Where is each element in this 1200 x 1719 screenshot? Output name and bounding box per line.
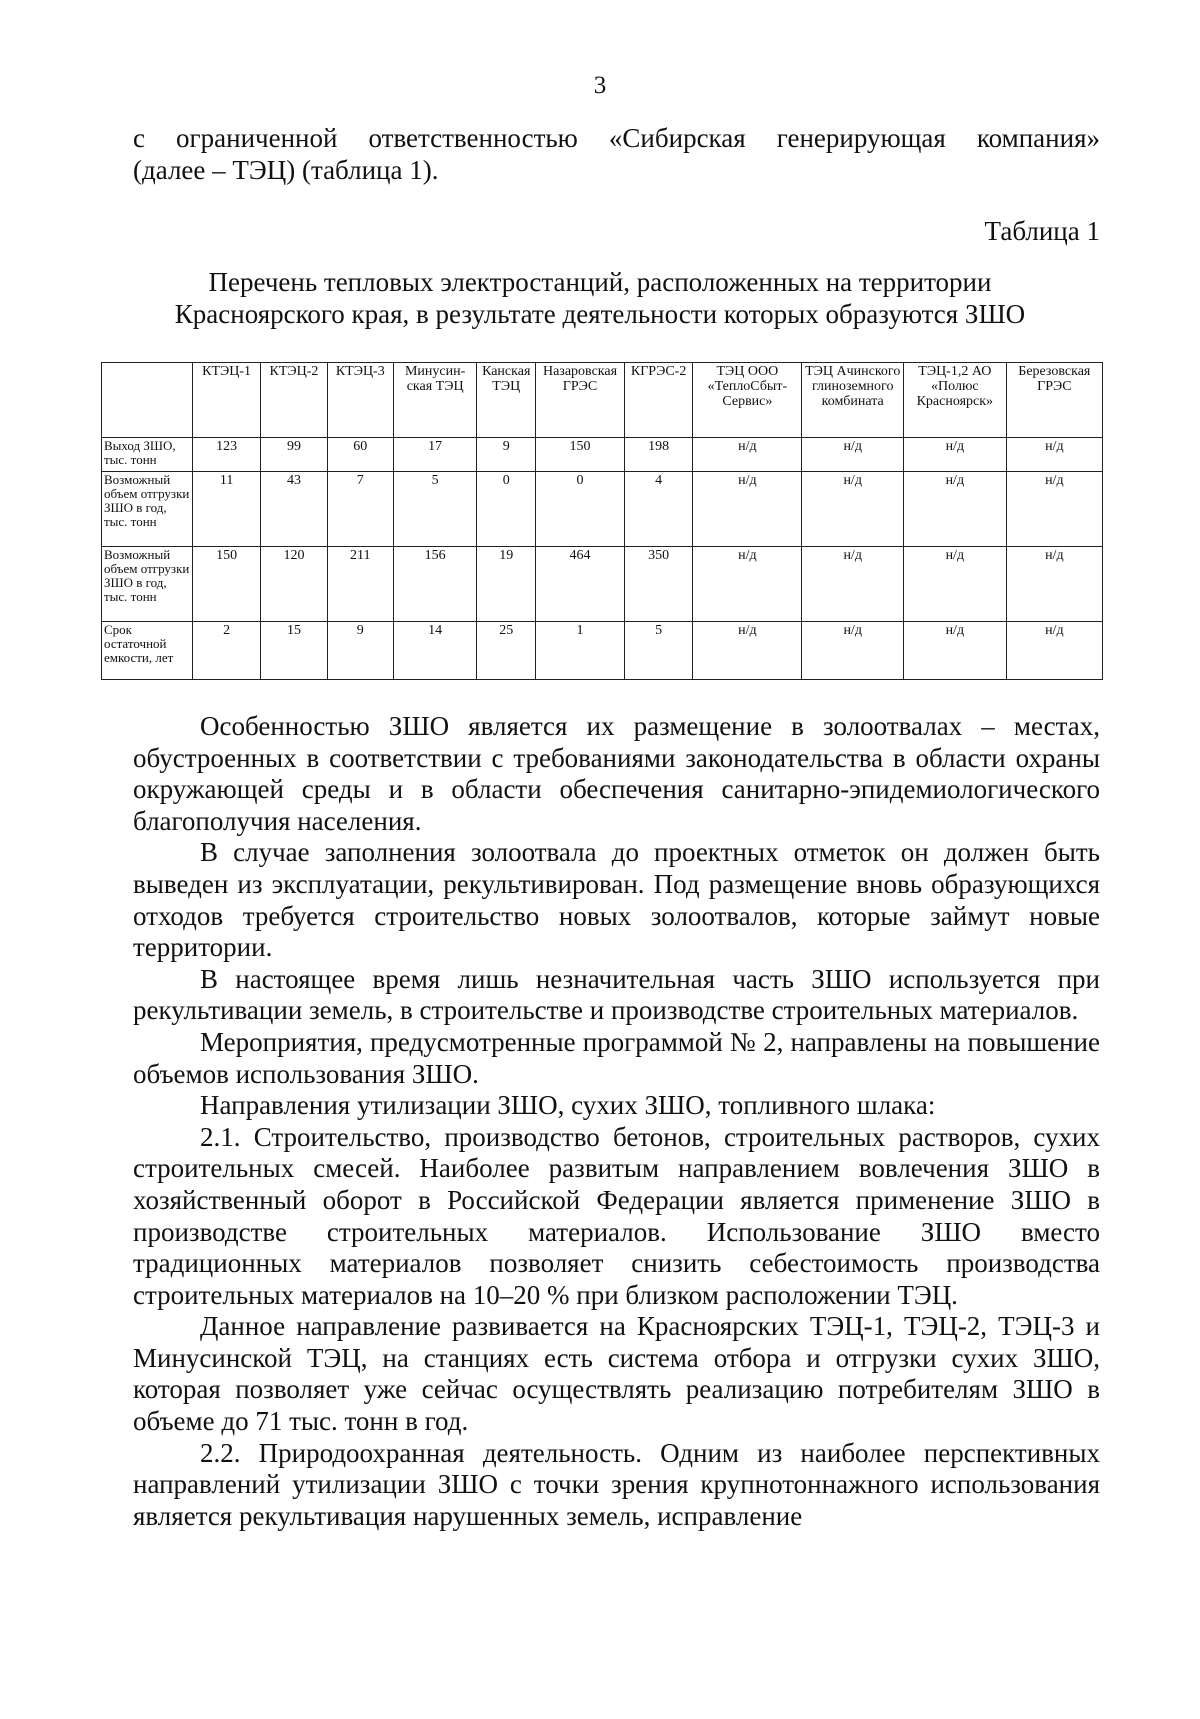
table-cell: 14	[393, 622, 476, 680]
table-cell: 99	[261, 438, 327, 472]
table-cell: 211	[327, 547, 393, 622]
table-cell: 2	[192, 622, 260, 680]
table-cell: 464	[536, 547, 625, 622]
column-header: ТЭЦ ООО «ТеплоСбыт-Сервис»	[693, 363, 802, 438]
table-cell: н/д	[1006, 472, 1102, 547]
table-cell: 15	[261, 622, 327, 680]
table-corner-cell	[102, 363, 193, 438]
table-cell: 5	[624, 622, 692, 680]
power-plants-table	[101, 362, 1103, 680]
table-cell: н/д	[802, 622, 904, 680]
table-cell: 150	[536, 438, 625, 472]
table-title-line-2: Красноярского края, в результате деятельности которых образуются ЗШО	[174, 299, 1026, 329]
paragraph: Мероприятия, предусмотренные программой № 2, направлены на повышение объемов использования ЗШО.	[133, 1026, 1100, 1089]
row-label: Выход ЗШО, тыс. тонн	[102, 438, 193, 472]
table-cell: н/д	[802, 547, 904, 622]
table-label: Таблица 1	[984, 216, 1100, 246]
paragraph: 2.1. Строительство, производство бетонов, строительных растворов, сухих строительных смесей. Наиболее развитым направлением вовлечения ЗШО в хозяйственный оборот в Российской Федерации является применение ЗШО в производстве строительных материалов. Использование ЗШО вместо традиционных материалов позволяет снизить себестоимость производства строительных материалов на 10–20 % при близком расположении ТЭЦ.	[133, 1121, 1100, 1310]
table-cell: 11	[192, 472, 260, 547]
table-row	[102, 472, 1103, 547]
column-header: КТЭЦ-1	[192, 363, 260, 438]
table-row	[102, 547, 1103, 622]
column-header: Назаровская ГРЭС	[536, 363, 625, 438]
table-cell: 120	[261, 547, 327, 622]
column-header: КТЭЦ-3	[327, 363, 393, 438]
table-cell: н/д	[802, 472, 904, 547]
table-cell: н/д	[1006, 622, 1102, 680]
table-cell: 17	[393, 438, 476, 472]
table-cell: н/д	[1006, 547, 1102, 622]
table-cell: 9	[327, 622, 393, 680]
row-label: Срок остаточной емкости, лет	[102, 622, 193, 680]
paragraph: В случае заполнения золоотвала до проектных отметок он должен быть выведен из эксплуатации, рекультивирован. Под размещение вновь образующихся отходов требуется строительство новых золоотвалов, которые займут новые территории.	[133, 837, 1100, 963]
table-cell: н/д	[904, 438, 1007, 472]
table-cell: 7	[327, 472, 393, 547]
table-cell: 4	[624, 472, 692, 547]
table-cell: 0	[536, 472, 625, 547]
paragraph: Данное направление развивается на Красноярских ТЭЦ-1, ТЭЦ-2, ТЭЦ-3 и Минусинской ТЭЦ, на станциях есть система отбора и отгрузки сухих ЗШО, которая позволяет уже сейчас осуществлять реализацию потребителям ЗШО в объеме до 71 тыс. тонн в год.	[133, 1311, 1100, 1437]
row-label: Возможный объем отгрузки ЗШО в год, тыс. тонн	[102, 472, 193, 547]
table-cell: н/д	[693, 622, 802, 680]
table-cell: 150	[192, 547, 260, 622]
table-cell: 1	[536, 622, 625, 680]
row-label: Возможный объем отгрузки ЗШО в год, тыс. тонн	[102, 547, 193, 622]
column-header: КГРЭС-2	[624, 363, 692, 438]
table-cell: 156	[393, 547, 476, 622]
column-header: Березовская ГРЭС	[1006, 363, 1102, 438]
table-title	[0, 266, 1200, 330]
column-header: ТЭЦ Ачинского глиноземного комбината	[802, 363, 904, 438]
column-header: Минусин-ская ТЭЦ	[393, 363, 476, 438]
table-cell: 0	[477, 472, 536, 547]
intro-line-1: с ограниченной ответственностью «Сибирская генерирующая компания»	[133, 123, 1100, 153]
body-text	[133, 711, 1100, 1532]
table-cell: 60	[327, 438, 393, 472]
table-cell: н/д	[904, 622, 1007, 680]
table-cell: н/д	[693, 438, 802, 472]
table-cell: н/д	[904, 547, 1007, 622]
table-cell: 9	[477, 438, 536, 472]
table-cell: н/д	[802, 438, 904, 472]
table-header-row	[102, 363, 1103, 438]
table-cell: 43	[261, 472, 327, 547]
column-header: Канская ТЭЦ	[477, 363, 536, 438]
table-row	[102, 438, 1103, 472]
table-row	[102, 622, 1103, 680]
column-header: КТЭЦ-2	[261, 363, 327, 438]
paragraph: Направления утилизации ЗШО, сухих ЗШО, топливного шлака:	[200, 1090, 936, 1121]
page-number: 3	[593, 72, 607, 99]
column-header: ТЭЦ-1,2 АО «Полюс Красноярск»	[904, 363, 1007, 438]
table-cell: 198	[624, 438, 692, 472]
paragraph: В настоящее время лишь незначительная часть ЗШО используется при рекультивации земель, в строительстве и производстве строительных материалов.	[133, 963, 1100, 1026]
intro-line-2: (далее – ТЭЦ) (таблица 1).	[133, 155, 439, 185]
table-cell: 19	[477, 547, 536, 622]
table-cell: н/д	[1006, 438, 1102, 472]
table-cell: 350	[624, 547, 692, 622]
table-title-line-1: Перечень тепловых электростанций, расположенных на территории	[208, 267, 992, 297]
table-cell: 5	[393, 472, 476, 547]
table-cell: н/д	[693, 472, 802, 547]
table-cell: н/д	[904, 472, 1007, 547]
table-cell: 25	[477, 622, 536, 680]
paragraph: 2.2. Природоохранная деятельность. Одним из наиболее перспективных направлений утилизации ЗШО с точки зрения крупнотоннажного использования является рекультивация нарушенных земель, исправление	[133, 1437, 1100, 1531]
table-cell: н/д	[693, 547, 802, 622]
table-cell: 123	[192, 438, 260, 472]
paragraph: Особенностью ЗШО является их размещение в золоотвалах – местах, обустроенных в соответствии с требованиями законодательства в области охраны окружающей среды и в области обеспечения санитарно-эпидемиологического благополучия населения.	[133, 711, 1100, 836]
